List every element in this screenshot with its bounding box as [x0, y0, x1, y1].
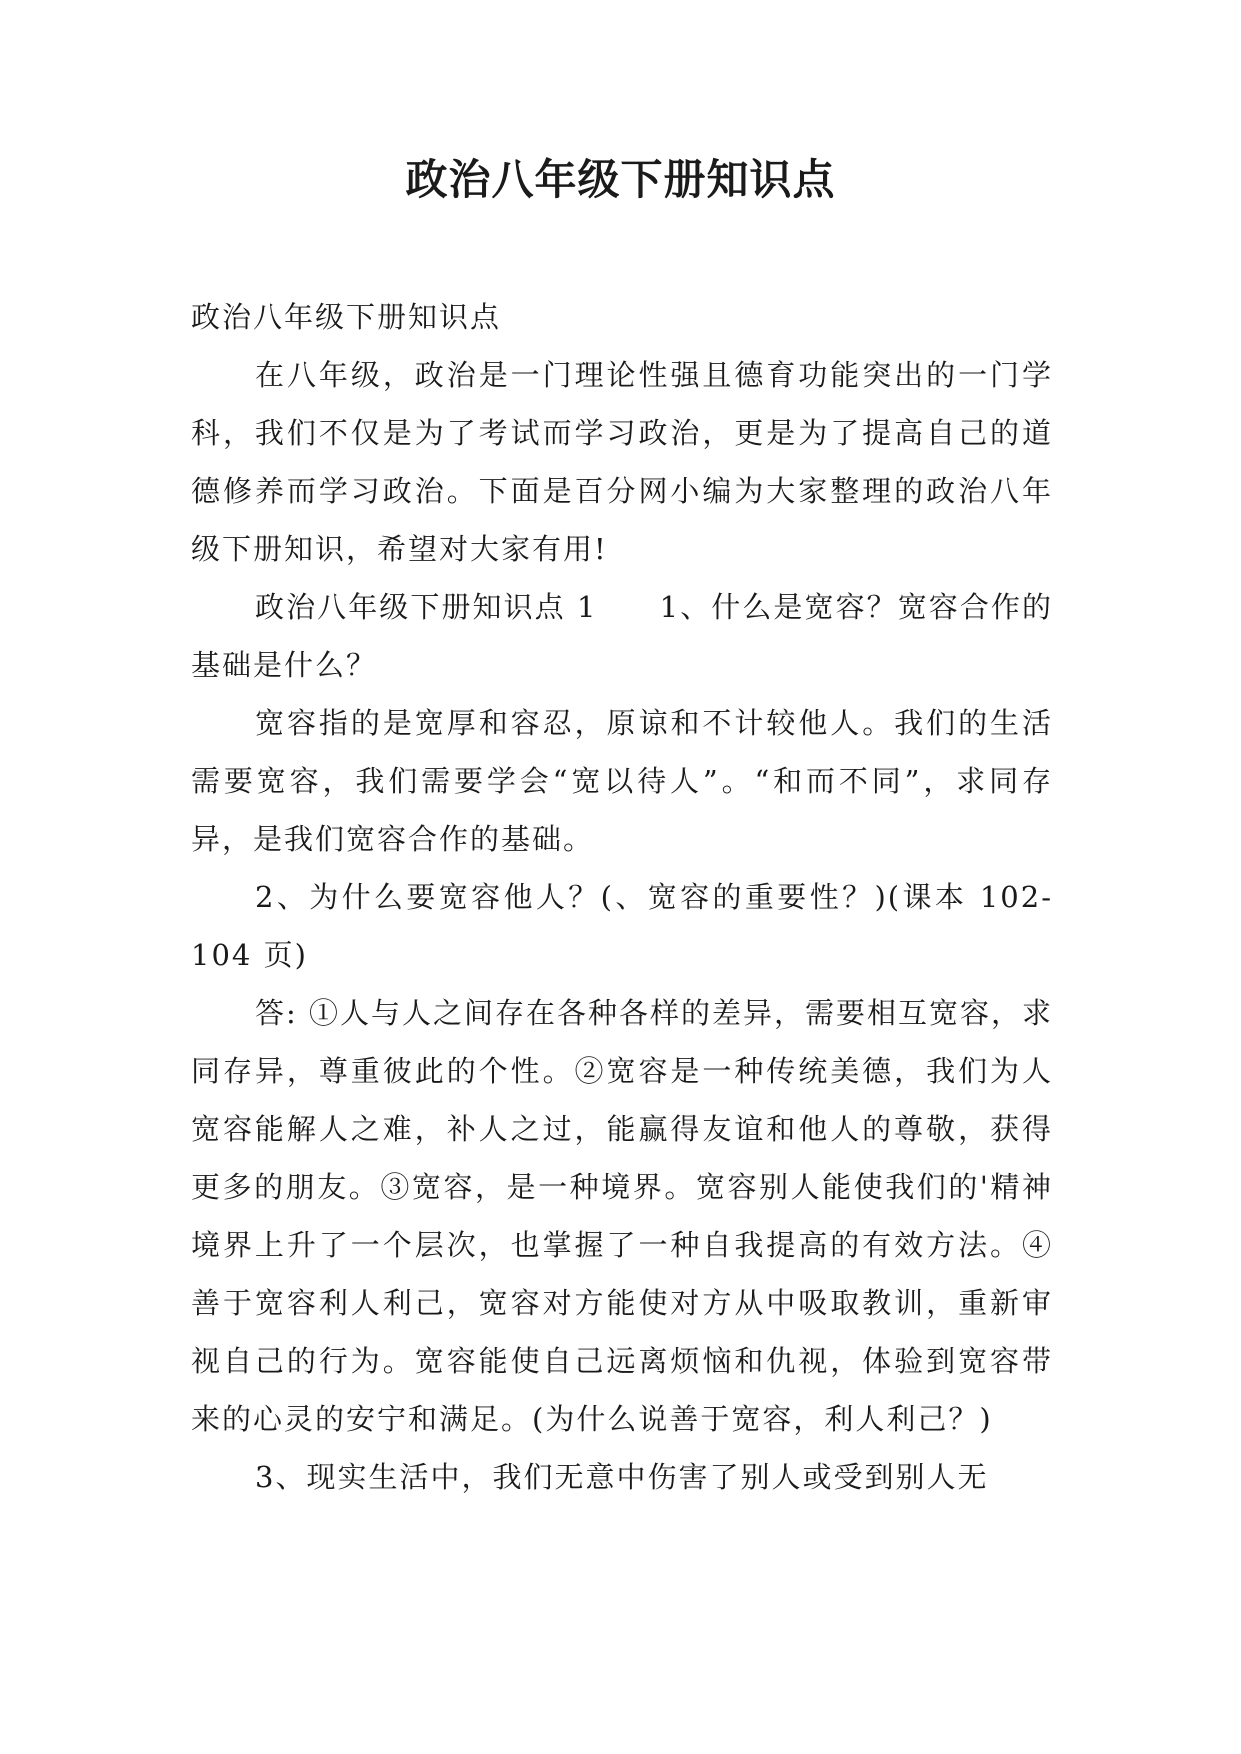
paragraph-answer-1: 宽容指的是宽厚和容忍，原谅和不计较他人。我们的生活需要宽容，我们需要学会“宽以待人”。“和而不同”，求同存异，是我们宽容合作的基础。 [191, 706, 1053, 856]
paragraph-subtitle: 政治八年级下册知识点 [191, 300, 502, 334]
paragraph-question-2: 2、为什么要宽容他人？(、宽容的重要性？)(课本 102-104 页) [191, 880, 1053, 972]
paragraph-intro: 在八年级，政治是一门理论性强且德育功能突出的一门学科，我们不仅是为了考试而学习政治，更是为了提高自己的道德修养而学习政治。下面是百分网小编为大家整理的政治八年级下册知识，希望对大家有用! [191, 358, 1053, 566]
document-body [191, 288, 1053, 1506]
document-title: 政治八年级下册知识点 [405, 155, 836, 204]
paragraph-answer-2: 答: ①人与人之间存在各种各样的差异，需要相互宽容，求同存异，尊重彼此的个性。②宽容是一种传统美德，我们为人宽容能解人之难，补人之过，能赢得友谊和他人的尊敬，获得更多的朋友。③宽容，是一种境界。宽容别人能使我们的'精神境界上升了一个层次，也掌握了一种自我提高的有效方法。④善于宽容利人利己，宽容对方能使对方从中吸取教训，重新审视自己的行为。宽容能使自己远离烦恼和仇视，体验到宽容带来的心灵的安宁和满足。(为什么说善于宽容，利人利己？) [191, 996, 1053, 1436]
paragraph-question-1: 政治八年级下册知识点 1 1、什么是宽容？宽容合作的基础是什么？ [191, 590, 1053, 682]
paragraph-question-3: 3、现实生活中，我们无意中伤害了别人或受到别人无 [255, 1460, 989, 1494]
